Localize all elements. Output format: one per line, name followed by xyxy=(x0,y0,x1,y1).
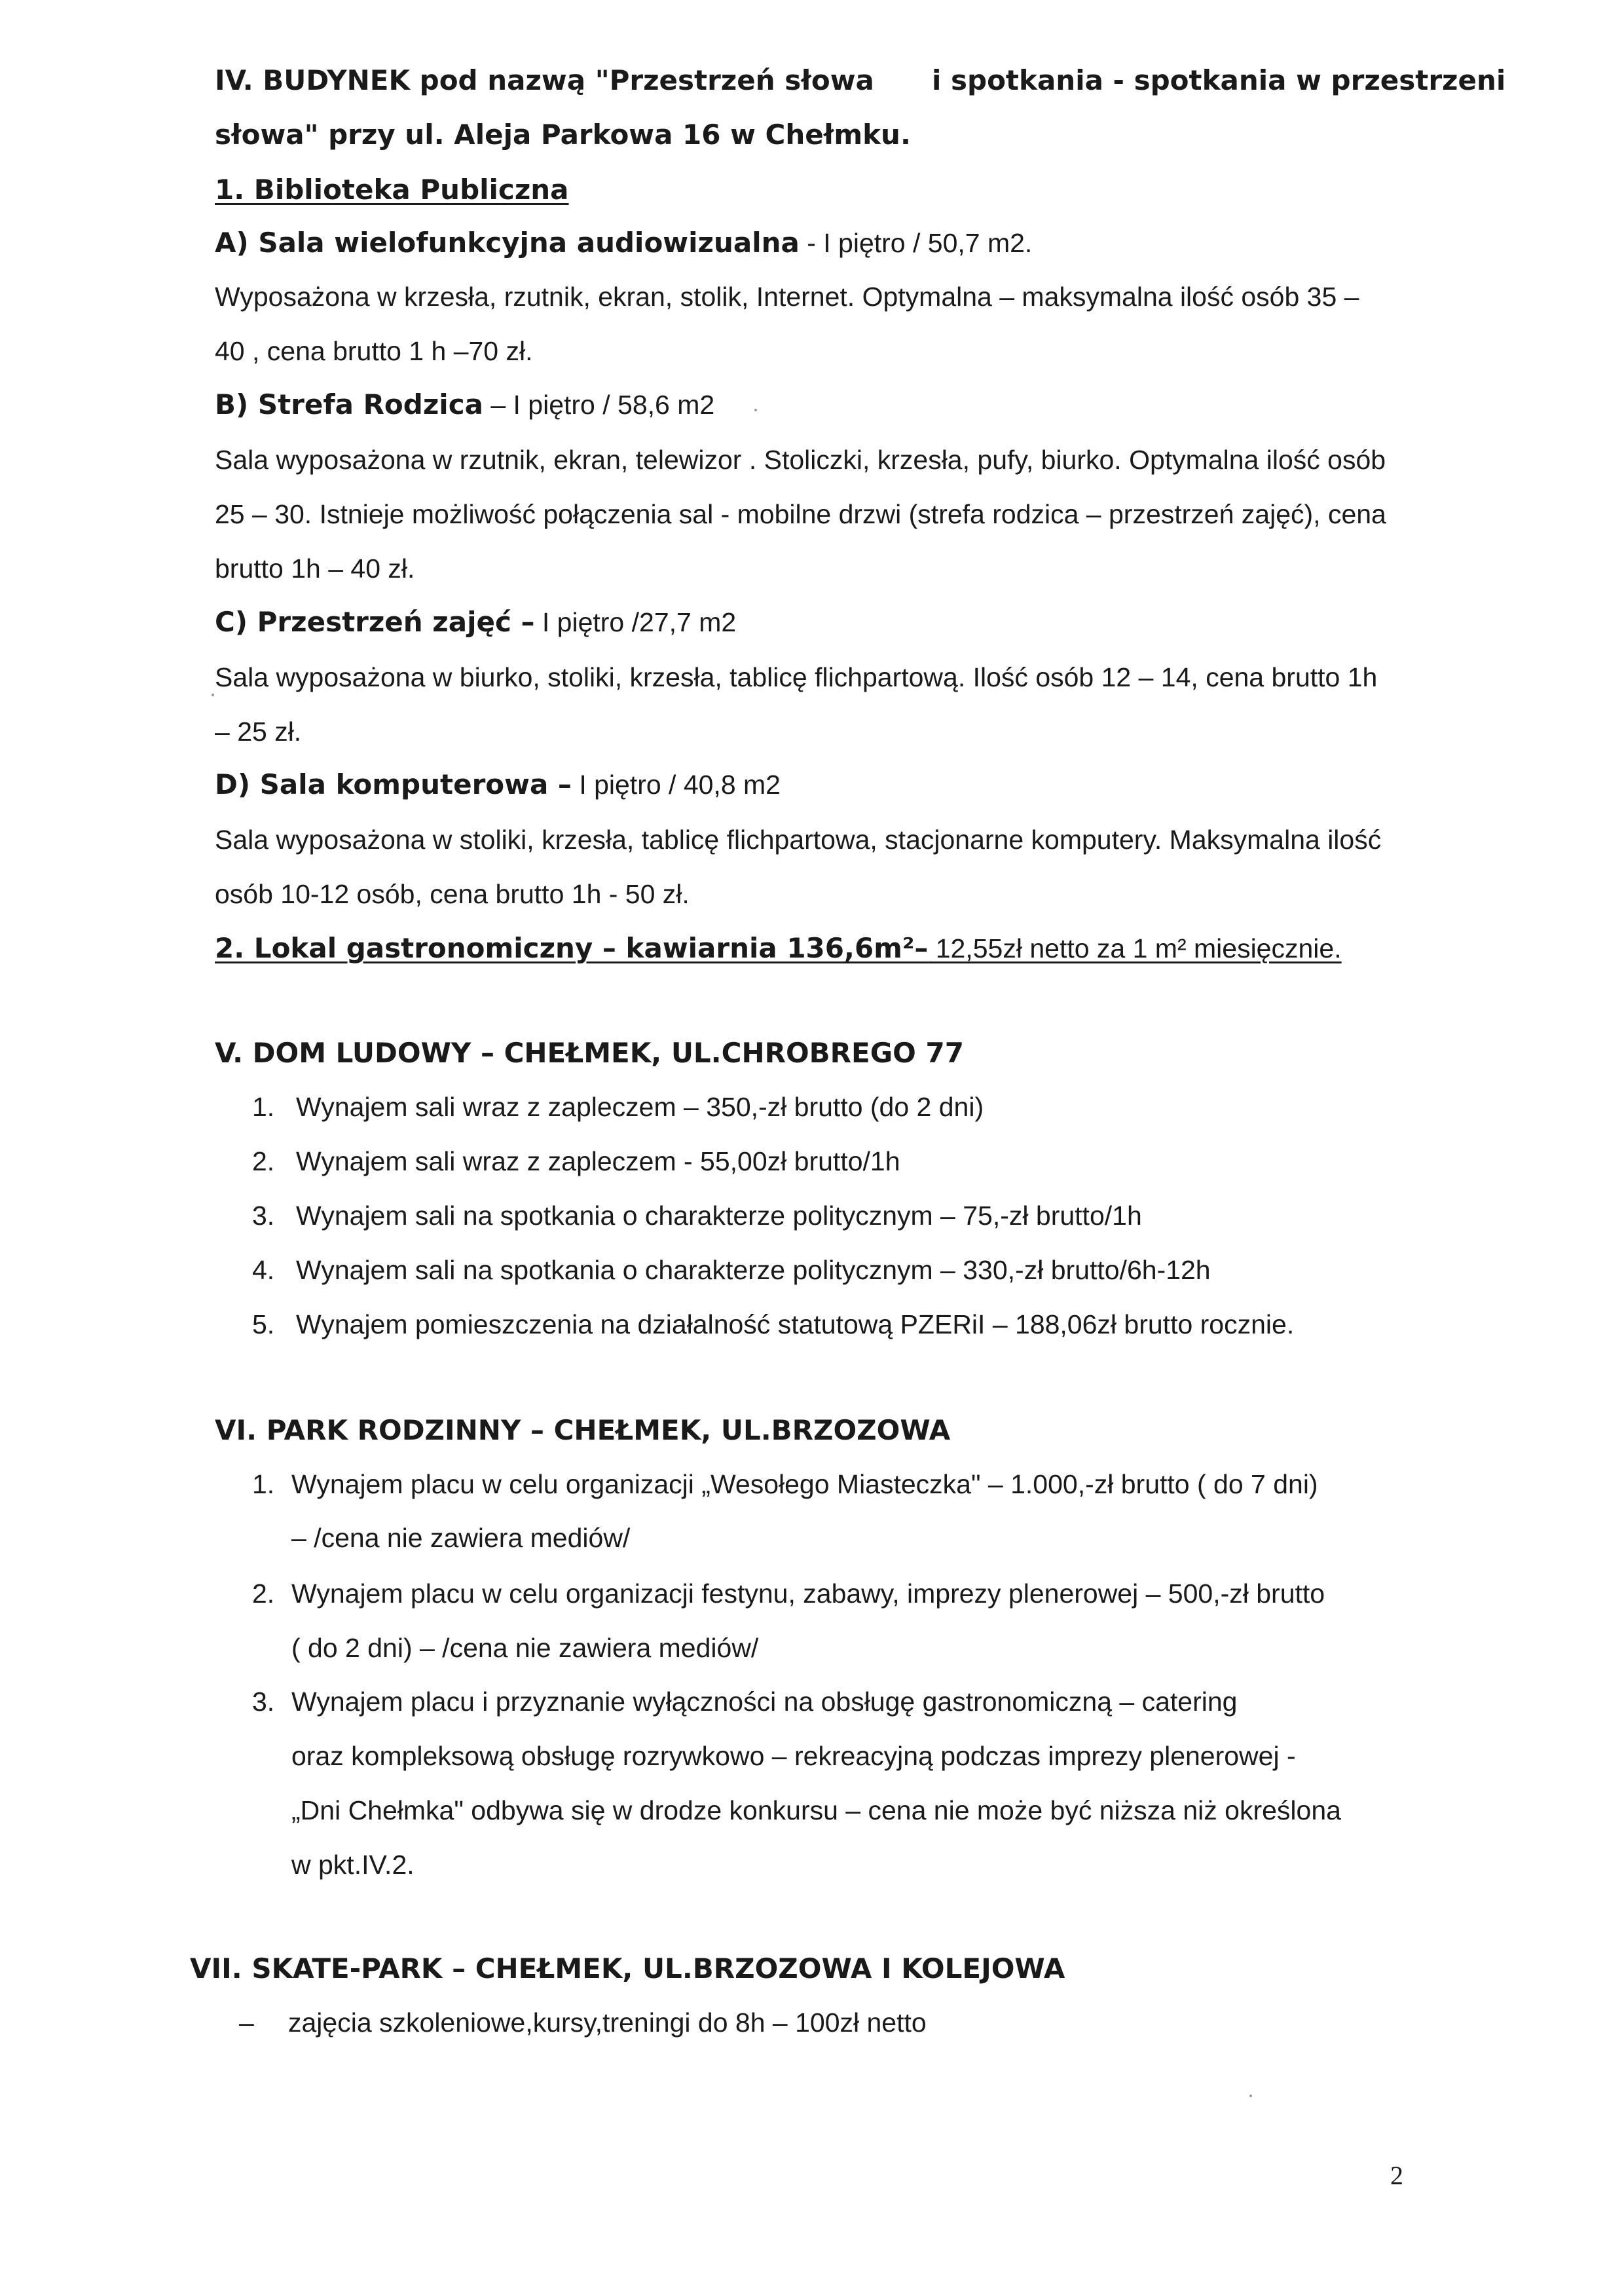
section-6-item-2-line1: Wynajem placu w celu organizacji festynu, zabawy, imprezy plenerowej – 500,-zł brutto xyxy=(291,1578,1325,1609)
section-6-item-1-line2: – /cena nie zawiera mediów/ xyxy=(291,1523,631,1553)
room-a-desc-2: 40 , cena brutto 1 h –70 zł. xyxy=(215,336,533,366)
room-c-desc-1: Sala wyposażona w biurko, stoliki, krzesła, tablicę flichpartową. Ilość osób 12 – 14, cena brutto 1h xyxy=(215,662,1378,692)
section-7-heading: VII. SKATE-PARK – CHEŁMEK, UL.BRZOZOWA I KOLEJOWA xyxy=(190,1952,1065,1985)
section-5-item-4: Wynajem sali na spotkania o charakterze politycznym – 330,-zł brutto/6h-12h xyxy=(296,1255,1211,1285)
room-a-title: A) Sala wielofunkcyjna audiowizualna xyxy=(215,227,800,259)
section-5-item-1: Wynajem sali wraz z zapleczem – 350,-zł brutto (do 2 dni) xyxy=(296,1092,984,1122)
section-6-item-3-num: 3. xyxy=(252,1687,275,1717)
section-6-item-2-line2: ( do 2 dni) – /cena nie zawiera mediów/ xyxy=(291,1633,759,1663)
section-6-item-3-line2: oraz kompleksową obsługę rozrywkowo – rekreacyjną podczas imprezy plenerowej - xyxy=(291,1741,1296,1771)
section-6-item-3-line3: „Dni Chełmka" odbywa się w drodze konkursu – cena nie może być niższa niż określona xyxy=(291,1795,1341,1825)
room-b-header xyxy=(215,386,714,424)
scan-speck xyxy=(212,694,214,696)
section-5-heading: V. DOM LUDOWY – CHEŁMEK, UL.CHROBREGO 77 xyxy=(215,1037,964,1069)
room-b-meta: – I piętro / 58,6 m2 xyxy=(483,390,715,420)
room-a-meta: - I piętro / 50,7 m2. xyxy=(799,228,1033,258)
section-6-item-3-line4: w pkt.IV.2. xyxy=(291,1850,415,1880)
section-5-item-2: Wynajem sali wraz z zapleczem - 55,00zł brutto/1h xyxy=(296,1146,900,1176)
room-b-desc-3: brutto 1h – 40 zł. xyxy=(215,553,415,584)
subsection-kawiarnia xyxy=(215,930,1342,967)
scan-speck xyxy=(1249,2095,1252,2097)
room-d-title: D) Sala komputerowa – xyxy=(215,768,572,800)
room-b-desc-1: Sala wyposażona w rzutnik, ekran, telewizor . Stoliczki, krzesła, pufy, biurko. Optymalna ilość osób xyxy=(215,445,1386,475)
section-6-item-2-num: 2. xyxy=(252,1578,275,1609)
section-5-item-1-num: 1. xyxy=(252,1092,275,1122)
section-5-item-4-num: 4. xyxy=(252,1255,275,1285)
room-c-title: C) Przestrzeń zajęć – xyxy=(215,606,535,638)
section-7-bullet: – xyxy=(239,2007,254,2038)
room-d-meta: I piętro / 40,8 m2 xyxy=(571,770,781,800)
room-b-desc-2: 25 – 30. Istnieje możliwość połączenia sal - mobilne drzwi (strefa rodzica – przestrzeń zajęć), cena xyxy=(215,499,1386,529)
subsection-biblioteka: 1. Biblioteka Publiczna xyxy=(215,174,569,206)
kawiarnia-title: 2. Lokal gastronomiczny – kawiarnia 136,6m²– xyxy=(215,932,929,964)
room-d-desc-2: osób 10-12 osób, cena brutto 1h - 50 zł. xyxy=(215,879,690,909)
section-4-heading-line1b: i spotkania - spotkania w przestrzeni xyxy=(932,64,1506,96)
section-6-item-1-line1: Wynajem placu w celu organizacji „Wesołego Miasteczka" – 1.000,-zł brutto ( do 7 dni) xyxy=(291,1469,1318,1499)
section-6-item-3-line1: Wynajem placu i przyznanie wyłączności na obsługę gastronomiczną – catering xyxy=(291,1687,1238,1717)
room-b-title: B) Strefa Rodzica xyxy=(215,388,483,420)
section-5-item-3-num: 3. xyxy=(252,1201,275,1231)
room-d-header xyxy=(215,766,781,804)
section-5-item-3: Wynajem sali na spotkania o charakterze politycznym – 75,-zł brutto/1h xyxy=(296,1201,1142,1231)
room-a-desc-1: Wyposażona w krzesła, rzutnik, ekran, stolik, Internet. Optymalna – maksymalna ilość osób 35 – xyxy=(215,282,1359,312)
section-4-heading-line2: słowa" przy ul. Aleja Parkowa 16 w Chełmku. xyxy=(215,119,911,151)
section-5-item-5-num: 5. xyxy=(252,1309,275,1339)
section-5-item-5: Wynajem pomieszczenia na działalność statutową PZERiI – 188,06zł brutto rocznie. xyxy=(296,1309,1295,1339)
section-5-item-2-num: 2. xyxy=(252,1146,275,1176)
section-6-heading: VI. PARK RODZINNY – CHEŁMEK, UL.BRZOZOWA xyxy=(215,1414,951,1446)
section-7-item: zajęcia szkoleniowe,kursy,treningi do 8h – 100zł netto xyxy=(288,2007,927,2038)
section-4-heading-line1a: IV. BUDYNEK pod nazwą "Przestrzeń słowa xyxy=(215,64,874,96)
section-6-item-1-num: 1. xyxy=(252,1469,275,1499)
room-c-header xyxy=(215,604,736,641)
kawiarnia-price: 12,55zł netto za 1 m² miesięcznie. xyxy=(928,933,1342,963)
room-a-header xyxy=(215,225,1032,262)
page-number: 2 xyxy=(1390,2161,1403,2190)
room-c-meta: I piętro /27,7 m2 xyxy=(534,607,737,637)
room-c-desc-2: – 25 zł. xyxy=(215,717,302,747)
scan-speck xyxy=(754,409,757,411)
room-d-desc-1: Sala wyposażona w stoliki, krzesła, tablicę flichpartowa, stacjonarne komputery. Maksymalna ilość xyxy=(215,825,1382,855)
